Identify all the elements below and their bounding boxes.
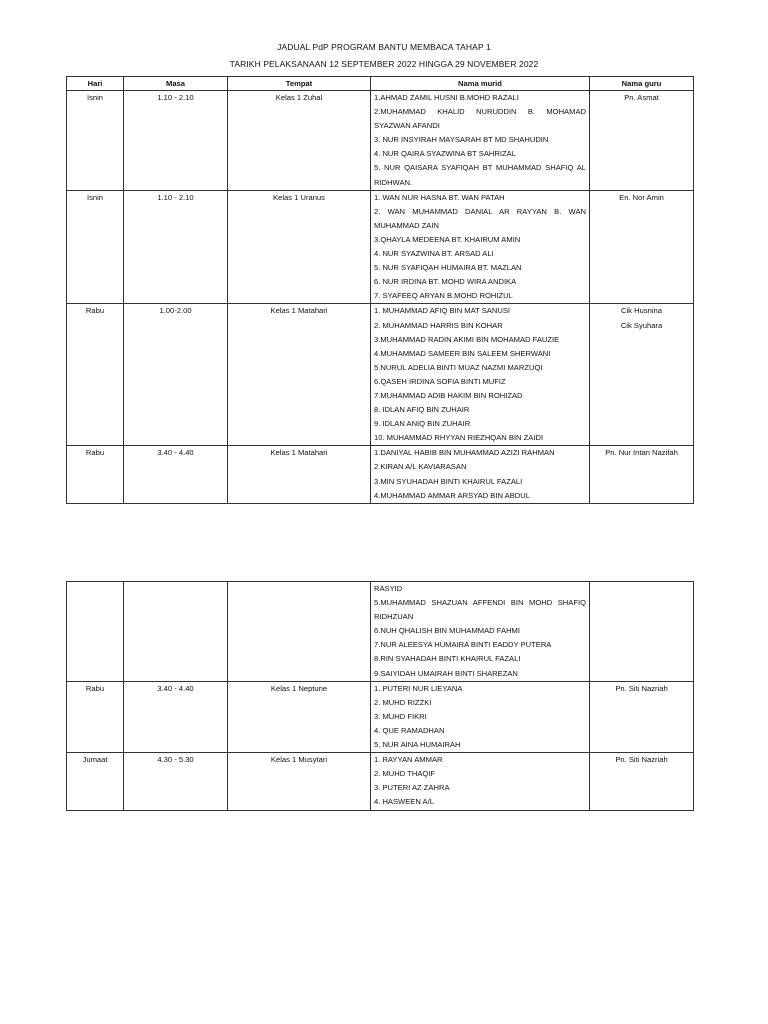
student-name: 1.AHMAD ZAMIL HUSNI B.MOHD RAZALI [374,93,519,102]
teacher-name: Pn. Siti Nazriah [615,683,668,693]
student-names-cell [371,681,590,752]
teacher-cell [590,582,694,682]
teacher-cell [590,681,694,752]
student-name: 4. NUR QAIRA SYAZWINA BT SAHRIZAL [374,149,516,159]
schedule-table-page-1 [66,76,694,504]
student-name: 9. IDLAN ANIQ BIN ZUHAIR [374,419,471,429]
student-name: 3. PUTERI AZ ZAHRA [374,783,450,793]
student-name: 5.MUHAMMAD SHAZUAN AFFENDI BIN MOHD SHAFIQ RIDHZUAN [374,598,586,622]
place-cell: Kelas 1 Musytari [228,753,371,810]
student-name: 1. PUTERI NUR LIEYANA [374,683,463,693]
student-names-cell [371,304,590,446]
teacher-name: Pn. Nur Intan Nazifah [605,448,678,458]
student-name: 1. MUHAMMAD AFIQ BIN MAT SANUSI [374,306,511,316]
student-name: 2. WAN MUHAMMAD DANIAL AR RAYYAN B. WAN MUHAMMAD ZAIN [374,206,586,230]
table-row [67,446,694,503]
student-names-cell [371,91,590,191]
student-name: 7.MUHAMMAD ADIB HAKIM BIN ROHIZAD [374,390,523,400]
student-name: 4. QUE RAMADHAN [374,725,445,735]
student-name: 4. NUR SYAZWINA BT. ARSAD ALI [374,249,494,259]
student-name: 6.NUH QHALISH BIN MUHAMMAD FAHMI [374,626,520,636]
student-name: 7.NUR ALEESYA HUMAIRA BINTI EADDY PUTERA [374,640,552,650]
teacher-name: Cik Syuhara [620,320,663,330]
student-name: 6. NUR IRDINA BT. MOHD WIRA ANDIKA [374,277,517,287]
place-cell: Kelas 1 Matahari [228,446,371,503]
day-cell: Isnin [67,190,124,304]
teacher-cell [590,190,694,304]
student-name: 3. MUHD FIKRI [374,711,427,721]
student-name: 5. NUR SYAFIQAH HUMAIRA BT. MAZLAN [374,263,522,273]
student-name: 2. MUHAMMAD HARRIS BIN KOHAR [374,320,503,330]
student-name: 2. MUHD RIZZKI [374,697,432,707]
teacher-name: Pn. Siti Nazriah [615,755,668,765]
student-name: 8.RIN SYAHADAH BINTI KHAIRUL FAZALI [374,654,521,664]
student-name: 3.MIN SYUHADAH BINTI KHAIRUL FAZALI [374,476,523,486]
table-row [67,753,694,810]
student-name: 2. MUHD THAQIF [374,769,436,779]
teacher-cell [590,304,694,446]
student-name: 8. IDLAN AFIQ BIN ZUHAIR [374,405,470,415]
student-name: 1. WAN NUR HASNA BT. WAN PATAH [374,192,505,202]
day-cell [67,582,124,682]
student-name: 3. NUR INSYIRAH MAYSARAH BT MD SHAHUDIN [374,135,549,145]
teacher-cell [590,753,694,810]
table-row [67,681,694,752]
place-cell: Kelas 1 Matahari [228,304,371,446]
table-row [67,582,694,682]
time-cell: 4.30 - 5.30 [124,753,228,810]
header-nama-guru: Nama guru [590,77,694,91]
teacher-cell [590,91,694,191]
table-header-row [67,77,694,91]
schedule-table-page-2 [66,581,694,811]
day-cell: Rabu [67,681,124,752]
time-cell: 1.00-2.00 [124,304,228,446]
student-name: 3.QHAYLA MEDEENA BT. KHAIRUM AMIN [374,234,521,244]
student-names-cell [371,582,590,682]
student-name: 4. HASWEEN A/L [374,797,434,807]
student-name: 9.SAIYIDAH UMAIRAH BINTI SHAREZAN [374,668,518,678]
document-subtitle: TARIKH PELAKSANAAN 12 SEPTEMBER 2022 HINGGA 29 NOVEMBER 2022 [229,59,539,69]
student-name: 3.MUHAMMAD RADIN AKIMI BIN MOHAMAD FAUZIE [374,334,560,344]
student-name: 5. NUR QAISARA SYAFIQAH BT MUHAMMAD SHAFIQ AL RIDHWAN. [374,163,586,187]
day-cell: Jumaat [67,753,124,810]
student-names-cell [371,446,590,503]
document-title: JADUAL PdP PROGRAM BANTU MEMBACA TAHAP 1 [277,42,491,52]
time-cell: 1.10 - 2.10 [124,190,228,304]
student-names-cell [371,753,590,810]
time-cell: 1.10 - 2.10 [124,91,228,191]
student-name: 10. MUHAMMAD RHYYAN RIEZHQAN BIN ZAIDI [374,433,544,443]
teacher-name: Cik Husnina [621,306,662,316]
header-tempat: Tempat [228,77,371,91]
student-name: 1. RAYYAN AMMAR [374,755,443,765]
place-cell [228,582,371,682]
student-name: 5. NUR AINA HUMAIRAH [374,740,461,750]
time-cell: 3.40 - 4.40 [124,446,228,503]
student-name: 6.QASEH IRDINA SOFIA BINTI MUFIZ [374,376,506,386]
teacher-cell [590,446,694,503]
student-name: 7. SYAFEEQ ARYAN B.MOHD ROHIZUL [374,291,513,301]
teacher-name: Pn. Asmat [624,93,659,102]
student-name: 4.MUHAMMAD AMMAR ARSYAD BIN ABDUL [374,490,530,500]
place-cell: Kelas 1 Uranus [228,190,371,304]
table-row [67,190,694,304]
table-row [67,304,694,446]
teacher-name: En. Nor Amin [619,192,664,202]
student-name: 1.DANIYAL HABIB BIN MUHAMMAD AZIZI RAHMAN [374,448,555,458]
student-name: 4.MUHAMMAD SAMEER BIN SALEEM SHERWANI [374,348,551,358]
table-row [67,91,694,191]
time-cell [124,582,228,682]
student-name: 2.MUHAMMAD KHALID NURUDDIN B. MOHAMAD SYAZWAN AFANDI [374,107,586,131]
time-cell: 3.40 - 4.40 [124,681,228,752]
student-name: RASYID [374,584,403,593]
student-names-cell [371,190,590,304]
student-name: 2.KIRAN A/L KAVIARASAN [374,462,467,472]
header-hari: Hari [67,77,124,91]
place-cell: Kelas 1 Neptune [228,681,371,752]
day-cell: Isnin [67,91,124,191]
day-cell: Rabu [67,304,124,446]
day-cell: Rabu [67,446,124,503]
header-masa: Masa [124,77,228,91]
place-cell: Kelas 1 Zuhal [228,91,371,191]
header-nama-murid: Nama murid [371,77,590,91]
student-name: 5.NURUL ADELIA BINTI MUAZ NAZMI MARZUQI [374,362,543,372]
